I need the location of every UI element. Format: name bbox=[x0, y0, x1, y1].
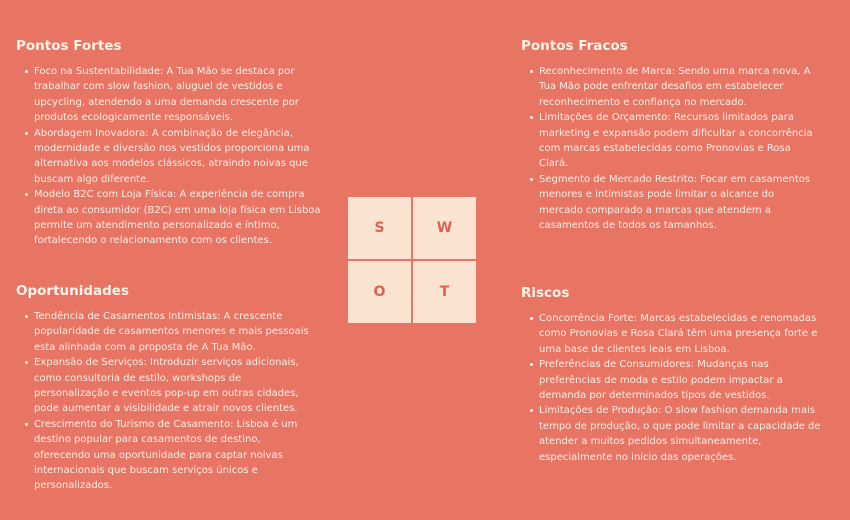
list-item: Abordagem Inovadora: A combinação de elegância, modernidade e diversão nos vestidos proporciona uma alternativa aos modelos clássicos, atraindo noivas que buscam algo diferente. bbox=[34, 126, 336, 188]
opportunities-list bbox=[16, 309, 316, 494]
strengths-title: Pontos Fortes bbox=[16, 38, 122, 54]
weaknesses-section bbox=[521, 38, 821, 233]
list-item: Concorrência Forte: Marcas estabelecidas e renomadas como Pronovias e Rosa Clará têm uma presença forte e uma base de clientes leais em Lisboa. bbox=[539, 311, 827, 357]
list-item: Modelo B2C com Loja Física: A experiência de compra direta ao consumidor (B2C) em uma loja física em Lisboa permite um atendimento personalizado e íntimo, fortalecendo o relacionamento com os clientes. bbox=[34, 187, 336, 249]
swot-tile-s: S bbox=[348, 197, 411, 259]
opportunities-title: Oportunidades bbox=[16, 283, 130, 299]
list-item: Segmento de Mercado Restrito: Focar em casamentos menores e intimistas pode limitar o alcance do mercado comparado a marcas que atendem a casamentos de todos os tamanhos. bbox=[539, 172, 821, 234]
opportunities-section bbox=[16, 283, 316, 494]
list-item: Preferências de Consumidores: Mudanças nas preferências de moda e estilo podem impactar a demanda por determinados tipos de vestidos. bbox=[539, 357, 827, 403]
swot-tile-w: W bbox=[413, 197, 476, 259]
weaknesses-list bbox=[521, 64, 821, 233]
list-item: Limitações de Produção: O slow fashion demanda mais tempo de produção, o que pode limitar a capacidade de atender a muitos pedidos simultaneamente, especialmente no início das operações. bbox=[539, 403, 827, 465]
list-item: Limitações de Orçamento: Recursos limitados para marketing e expansão podem dificultar a concorrência com marcas estabelecidas como Pronovias e Rosa Clará. bbox=[539, 110, 821, 172]
threats-section bbox=[521, 285, 827, 465]
strengths-section bbox=[16, 38, 336, 249]
strengths-list bbox=[16, 64, 336, 249]
swot-tile-t: T bbox=[413, 261, 476, 323]
swot-grid bbox=[348, 197, 476, 323]
list-item: Expansão de Serviços: Introduzir serviços adicionais, como consultoria de estilo, workshops de personalização e eventos pop-up em outras cidades, pode aumentar a visibilidade e atrair novos clientes. bbox=[34, 355, 316, 417]
weaknesses-title: Pontos Fracos bbox=[521, 38, 628, 54]
list-item: Tendência de Casamentos Intimistas: A crescente popularidade de casamentos menores e mais pessoais esta alinhada com a proposta de A Tua Mão. bbox=[34, 309, 316, 355]
list-item: Reconhecimento de Marca: Sendo uma marca nova, A Tua Mão pode enfrentar desafios em estabelecer reconhecimento e confiança no mercado. bbox=[539, 64, 821, 110]
swot-tile-o: O bbox=[348, 261, 411, 323]
list-item: Crescimento do Turismo de Casamento: Lisboa é um destino popular para casamentos de destino, oferecendo uma oportunidade para captar noivas internacionais que buscam serviços únicos e personalizados. bbox=[34, 417, 316, 494]
threats-title: Riscos bbox=[521, 285, 570, 301]
threats-list bbox=[521, 311, 827, 465]
list-item: Foco na Sustentabilidade: A Tua Mão se destaca por trabalhar com slow fashion, aluguel de vestidos e upcycling, atendendo a uma demanda crescente por produtos ecologicamente responsáveis. bbox=[34, 64, 336, 126]
